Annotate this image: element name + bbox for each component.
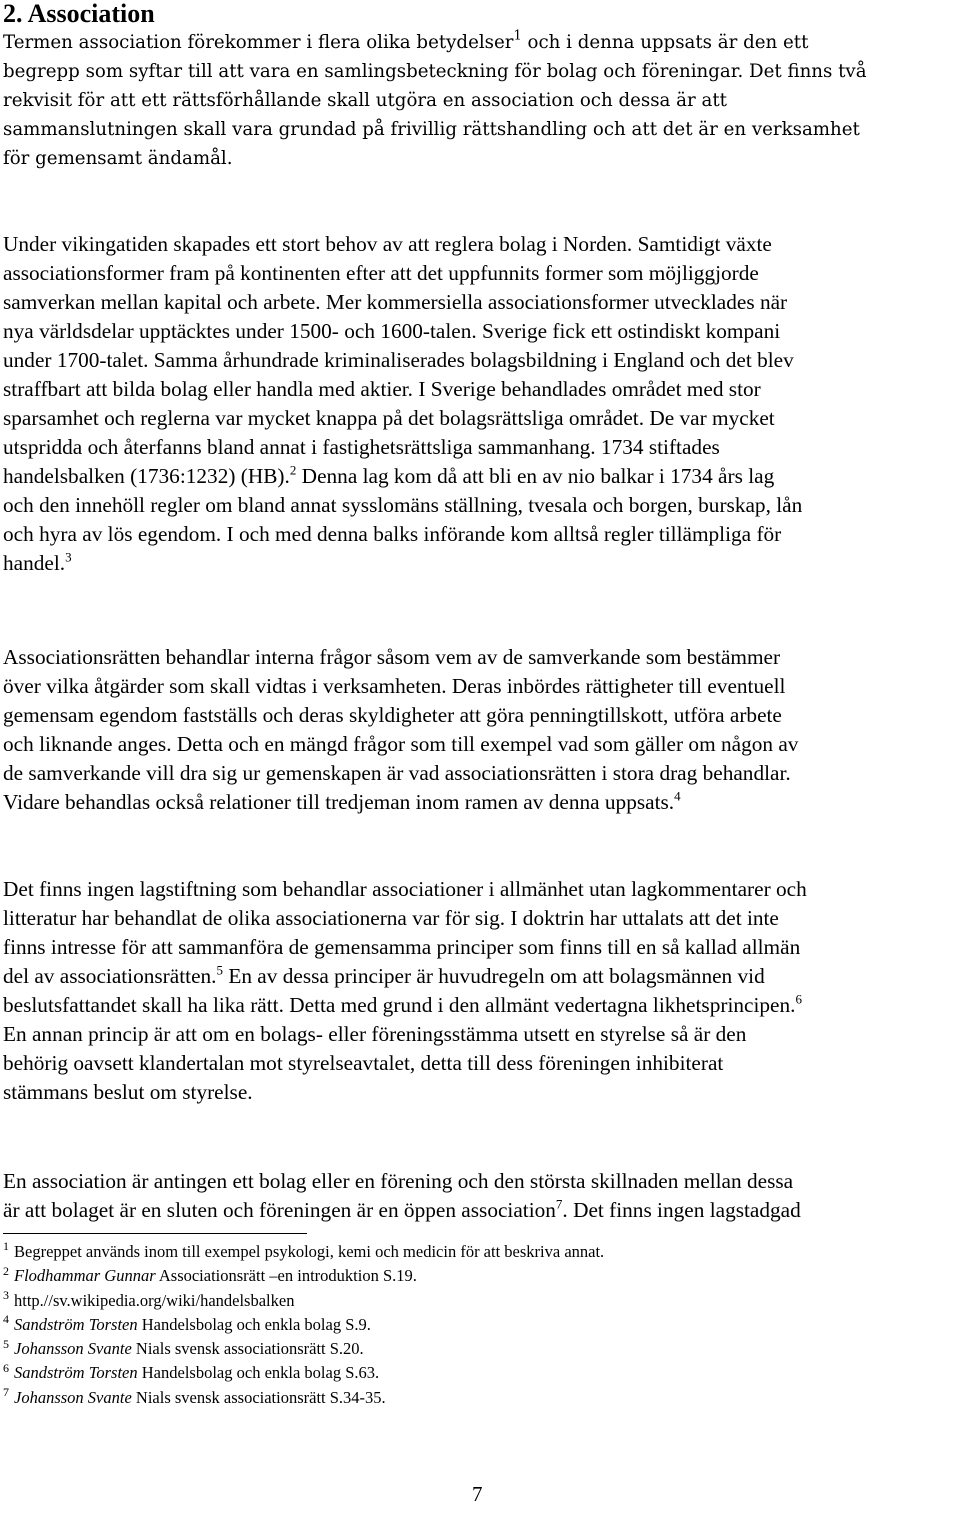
text-line xyxy=(3,433,802,462)
footnote-reference[interactable]: 7 xyxy=(555,1196,563,1212)
line-text: Termen association förekommer i flera olika betydelser xyxy=(3,32,514,53)
line-text: handelsbalken (1736:1232) (HB). xyxy=(3,464,290,488)
footnote-number: 6 xyxy=(3,1360,9,1375)
line-text: över vilka åtgärder som skall vidtas i verksamheten. Deras inbördes rättigheter till eventuell xyxy=(3,674,786,698)
paragraph-history xyxy=(3,230,802,578)
footnote-number: 4 xyxy=(3,1312,9,1327)
footnote-text: Handelsbolag och enkla bolag S.63. xyxy=(137,1363,380,1383)
line-text: och den innehöll regler om bland annat sysslomäns ställning, tvesala och borgen, burskap, lån xyxy=(3,493,803,517)
text-line xyxy=(3,28,867,57)
footnote-text: Nials svensk associationsrätt S.34-35. xyxy=(131,1387,386,1407)
footnote-number: 5 xyxy=(3,1336,9,1351)
text-line xyxy=(3,962,807,991)
footnote-author: Sandström Torsten xyxy=(14,1363,138,1383)
text-line xyxy=(3,86,867,115)
line-text: Under vikingatiden skapades ett stort behov av att reglera bolag i Norden. Samtidigt växte xyxy=(3,232,772,256)
line-text: handel. xyxy=(3,551,66,575)
footnote xyxy=(3,1361,604,1385)
line-text: En annan princip är att om en bolags- eller föreningsstämma utsett en styrelse så är den xyxy=(3,1022,747,1046)
text-line xyxy=(3,549,802,578)
text-line xyxy=(3,520,802,549)
text-line xyxy=(3,730,798,759)
footnote-author: Johansson Svante xyxy=(14,1339,132,1359)
footnote xyxy=(3,1313,604,1337)
footnote-number: 3 xyxy=(3,1288,9,1302)
text-line xyxy=(3,1049,807,1078)
footnote-link-text: http.//sv.wikipedia.org/wiki/handelsbalken xyxy=(14,1290,295,1310)
line-text: stämmans beslut om styrelse. xyxy=(3,1080,253,1104)
text-line xyxy=(3,288,802,317)
footnote-reference[interactable]: 4 xyxy=(674,788,681,804)
line-text: Associationsrätten behandlar interna frågor såsom vem av de samverkande som bestämmer xyxy=(3,645,781,669)
line-text: En av dessa principer är huvudregeln om att bolagsmännen vid xyxy=(223,964,765,988)
line-text: och hyra av lös egendom. I och med denna balks införande kom alltså regler tillämpliga för xyxy=(3,522,782,546)
footnote-author: Sandström Torsten xyxy=(14,1314,138,1334)
line-text: för gemensamt ändamål. xyxy=(3,148,233,169)
line-text: En association är antingen ett bolag eller en förening och den största skillnaden mellan dessa xyxy=(3,1169,794,1193)
page-number: 7 xyxy=(472,1482,483,1506)
footnote xyxy=(3,1337,604,1361)
text-line xyxy=(3,672,798,701)
line-text: rekvisit för att ett rättsförhållande skall utgöra en association och dessa är att xyxy=(3,90,727,111)
text-line xyxy=(3,904,807,933)
text-line xyxy=(3,259,802,288)
footnote-separator xyxy=(3,1233,307,1234)
text-line xyxy=(3,875,807,904)
text-line xyxy=(3,643,798,672)
line-text: gemensam egendom fastställs och deras skyldigheter att göra penningtillskott, utföra arbete xyxy=(3,703,782,727)
paragraph-bolag-forening xyxy=(3,1167,801,1225)
text-line xyxy=(3,317,802,346)
line-text: sammanslutningen skall vara grundad på frivillig rättshandling och att det är en verksamhet xyxy=(3,119,860,140)
line-text: är att bolaget är en sluten och föreningen är en öppen association xyxy=(3,1198,556,1222)
line-text: del av associationsrätten. xyxy=(3,964,217,988)
line-text: och liknande anges. Detta och en mängd frågor som till exempel vad som gäller om någon av xyxy=(3,732,799,756)
footnote xyxy=(3,1264,604,1288)
text-line xyxy=(3,115,867,144)
footnote-text: Nials svensk associationsrätt S.20. xyxy=(131,1339,364,1359)
footnote-reference[interactable]: 2 xyxy=(289,462,297,478)
footnote-author: Flodhammar Gunnar xyxy=(14,1266,156,1286)
text-line xyxy=(3,1020,807,1049)
footnote-author: Johansson Svante xyxy=(14,1387,132,1407)
text-line xyxy=(3,144,867,173)
line-text: Vidare behandlas också relationer till tredjeman inom ramen av denna uppsats. xyxy=(3,790,675,814)
line-text: utspridda och återfanns bland annat i fastighetsrättsliga sammanhang. 1734 stiftades xyxy=(3,435,720,459)
line-text: samverkan mellan kapital och arbete. Mer kommersiella associationsformer utvecklades när xyxy=(3,290,788,314)
text-line xyxy=(3,1196,801,1225)
line-text: litteratur har behandlat de olika associationerna var för sig. I doktrin har uttalats att det inte xyxy=(3,906,779,930)
footnote-number: 2 xyxy=(3,1263,9,1278)
text-line xyxy=(3,701,798,730)
footnote-text: Begreppet används inom till exempel psykologi, kemi och medicin för att beskriva annat. xyxy=(14,1242,605,1261)
text-line xyxy=(3,759,798,788)
footnote-text: Handelsbolag och enkla bolag S.9. xyxy=(137,1314,371,1334)
footnote-number: 1 xyxy=(3,1239,9,1254)
footnote-reference[interactable]: 5 xyxy=(216,962,223,978)
footnote-reference[interactable]: 1 xyxy=(513,28,522,44)
paragraph-definition xyxy=(3,28,867,173)
footnote xyxy=(3,1386,604,1410)
paragraph-association-law xyxy=(3,643,798,817)
line-text: . Det finns ingen lagstadgad xyxy=(562,1198,801,1222)
line-text: beslutsfattandet skall ha lika rätt. Detta med grund i den allmänt vedertagna likhetsprincipen. xyxy=(3,993,796,1017)
line-text: Denna lag kom då att bli en av nio balkar i 1734 års lag xyxy=(296,464,775,488)
line-text: associationsformer fram på kontinenten efter att det uppfunnits former som möjliggjorde xyxy=(3,261,759,285)
footnote-text: Associationsrätt –en introduktion S.19. xyxy=(155,1266,417,1286)
footnote xyxy=(3,1289,604,1313)
line-text: behörig oavsett klandertalan mot styrelseavtalet, detta till dess föreningen inhibiterat xyxy=(3,1051,724,1075)
text-line xyxy=(3,1167,801,1196)
text-line xyxy=(3,375,802,404)
text-line xyxy=(3,991,807,1020)
text-line xyxy=(3,230,802,259)
footnote xyxy=(3,1240,604,1264)
footnotes xyxy=(3,1240,604,1410)
line-text: sparsamhet och reglerna var mycket knappa på det bolagsrättsliga området. De var mycket xyxy=(3,406,775,430)
text-line xyxy=(3,1078,807,1107)
footnote-number: 7 xyxy=(3,1385,9,1400)
line-text: och i denna uppsats är den ett xyxy=(521,32,809,53)
paragraph-principles xyxy=(3,875,807,1107)
line-text: finns intresse för att sammanföra de gemensamma principer som finns till en så kallad allmän xyxy=(3,935,801,959)
text-line xyxy=(3,404,802,433)
line-text: nya världsdelar upptäcktes under 1500- och 1600-talen. Sverige fick ett ostindiskt kompani xyxy=(3,319,781,343)
line-text: Det finns ingen lagstiftning som behandlar associationer i allmänhet utan lagkommentarer och xyxy=(3,877,807,901)
text-line xyxy=(3,933,807,962)
line-text: under 1700-talet. Samma århundrade kriminaliserades bolagsbildning i England och det blev xyxy=(3,348,794,372)
text-line xyxy=(3,462,802,491)
text-line xyxy=(3,491,802,520)
text-line xyxy=(3,788,798,817)
text-line xyxy=(3,57,867,86)
line-text: begrepp som syftar till att vara en samlingsbeteckning för bolag och föreningar. Det finns två xyxy=(3,61,867,82)
section-heading: 2. Association xyxy=(3,0,155,28)
footnote-reference[interactable]: 6 xyxy=(795,991,802,1007)
text-line xyxy=(3,346,802,375)
footnote-reference[interactable]: 3 xyxy=(65,549,72,565)
line-text: de samverkande vill dra sig ur gemenskapen är vad associationsrätten i stora drag behandlar. xyxy=(3,761,791,785)
line-text: straffbart att bilda bolag eller handla med aktier. I Sverige behandlades området med stor xyxy=(3,377,761,401)
